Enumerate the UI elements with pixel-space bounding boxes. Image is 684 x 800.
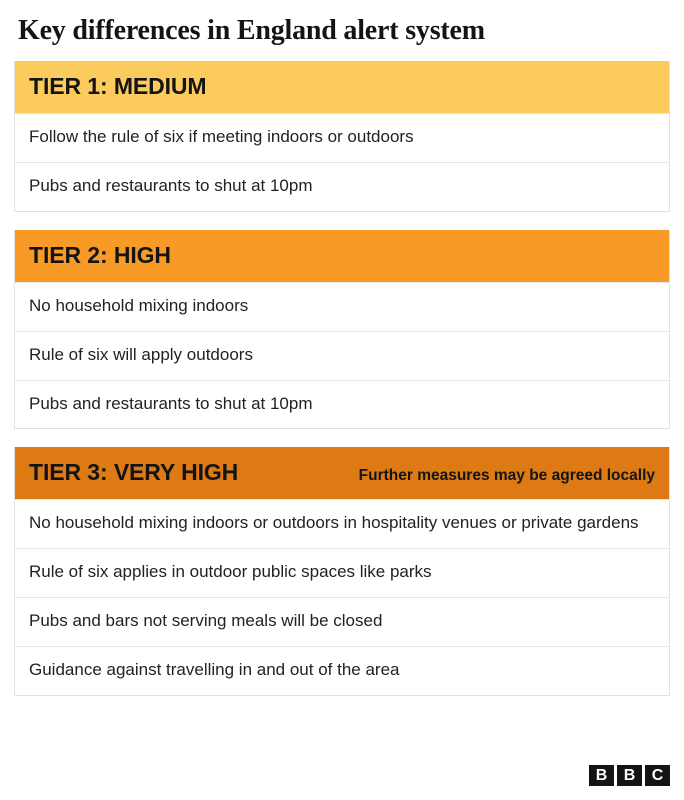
page-title: Key differences in England alert system <box>18 15 485 46</box>
bbc-logo <box>589 765 670 786</box>
tier-measure: Rule of six will apply outdoors <box>15 331 669 380</box>
tier-measure: Follow the rule of six if meeting indoors or outdoors <box>15 113 669 162</box>
bbc-logo-letter: C <box>645 765 670 786</box>
tier-block-2 <box>14 230 670 430</box>
tier-label-2: TIER 2: HIGH <box>29 241 171 268</box>
bbc-logo-letter: B <box>589 765 614 786</box>
tier-measure: Pubs and bars not serving meals will be closed <box>15 597 669 646</box>
tier-measure: Pubs and restaurants to shut at 10pm <box>15 380 669 429</box>
tier-measure: No household mixing indoors or outdoors in hospitality venues or private gardens <box>15 499 669 548</box>
bbc-logo-letter: B <box>617 765 642 786</box>
tier-measure: Rule of six applies in outdoor public spaces like parks <box>15 548 669 597</box>
tier-block-1 <box>14 61 670 212</box>
tier-note-3: Further measures may be agreed locally <box>358 467 655 485</box>
tier-header-1 <box>15 61 669 113</box>
tier-measure: Guidance against travelling in and out of the area <box>15 646 669 695</box>
tier-block-3 <box>14 447 670 696</box>
tier-measure: Pubs and restaurants to shut at 10pm <box>15 162 669 211</box>
tier-header-2 <box>15 230 669 282</box>
tier-header-3 <box>15 447 669 499</box>
tier-label-3: TIER 3: VERY HIGH <box>29 459 239 486</box>
tier-measure: No household mixing indoors <box>15 282 669 331</box>
tier-label-1: TIER 1: MEDIUM <box>29 72 207 99</box>
